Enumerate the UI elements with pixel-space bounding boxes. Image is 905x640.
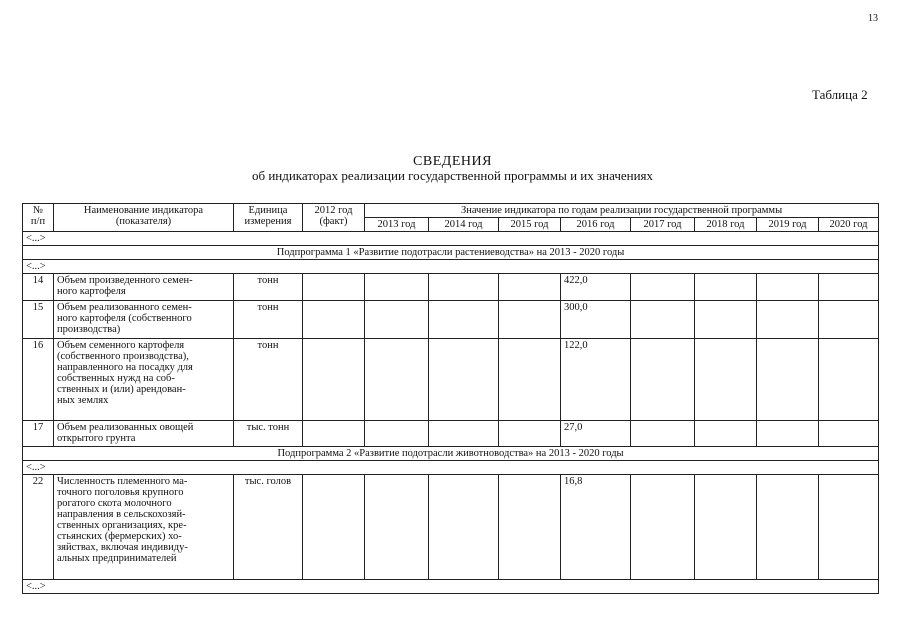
table-row [23, 301, 879, 339]
header-year: 2013 год [365, 218, 429, 232]
table-row [23, 339, 879, 421]
row-num: 17 [23, 421, 54, 447]
row-value-fact [303, 475, 365, 580]
row-name: Объем реализованных овощей открытого грунта [54, 421, 234, 447]
row-value [695, 421, 757, 447]
row-value-fact [303, 274, 365, 301]
row-value [757, 339, 819, 421]
table-row [23, 274, 879, 301]
row-value [631, 301, 695, 339]
row-value [757, 301, 819, 339]
row-value [631, 475, 695, 580]
row-name: Численность племенного ма- точного поголовья крупного рогатого скота молочного направления в сельскохозяй- ственных организациях, кре- стьянских (фермерских) хо- зяйствах, включая индивиду- альных предпринимателей [54, 475, 234, 580]
row-name: Объем семенного картофеля (собственного производства), направленного на посадку для собственных нужд на соб- ственных и (или) арендован- ных землях [54, 339, 234, 421]
title-line-2: об индикаторах реализации государственной программы и их значениях [251, 168, 654, 183]
header-year: 2020 год [819, 218, 879, 232]
row-value-fact [303, 421, 365, 447]
subprogram-1-title: Подпрограмма 1 «Развитие подотрасли растениеводства» на 2013 - 2020 годы [23, 246, 879, 260]
header-name: Наименование индикатора (показателя) [54, 204, 234, 232]
row-value [695, 475, 757, 580]
row-value [365, 301, 429, 339]
row-value [499, 421, 561, 447]
row-value-fact [303, 301, 365, 339]
row-value [499, 339, 561, 421]
row-value [631, 274, 695, 301]
title-line-1: СВЕДЕНИЯ [413, 154, 492, 169]
header-fact: 2012 год (факт) [303, 204, 365, 232]
subprogram-row [23, 246, 879, 260]
row-unit: тонн [234, 274, 303, 301]
row-value [757, 274, 819, 301]
table-row [23, 421, 879, 447]
row-value: 422,0 [561, 274, 631, 301]
row-value [631, 339, 695, 421]
row-unit: тонн [234, 339, 303, 421]
row-value [365, 421, 429, 447]
row-value [365, 339, 429, 421]
row-value [429, 421, 499, 447]
row-unit: тыс. голов [234, 475, 303, 580]
header-year: 2015 год [499, 218, 561, 232]
header-values-group: Значение индикатора по годам реализации государственной программы [365, 204, 879, 218]
row-value: 27,0 [561, 421, 631, 447]
header-year: 2018 год [695, 218, 757, 232]
header-num: № п/п [23, 204, 54, 232]
row-unit: тыс. тонн [234, 421, 303, 447]
row-value [695, 301, 757, 339]
row-num: 15 [23, 301, 54, 339]
row-value [365, 274, 429, 301]
header-year: 2019 год [757, 218, 819, 232]
row-value [365, 475, 429, 580]
row-value [631, 421, 695, 447]
header-row-1 [23, 204, 879, 218]
omitted-rows [23, 580, 879, 594]
row-num: 22 [23, 475, 54, 580]
row-value [819, 274, 879, 301]
row-value [757, 421, 819, 447]
row-value [499, 301, 561, 339]
row-value [429, 339, 499, 421]
row-value [429, 301, 499, 339]
row-value [499, 475, 561, 580]
row-value [819, 339, 879, 421]
row-num: 14 [23, 274, 54, 301]
row-value [819, 421, 879, 447]
ellipsis-cell: <...> [23, 580, 879, 594]
row-name: Объем произведенного семен- ного картофеля [54, 274, 234, 301]
subprogram-row [23, 447, 879, 461]
row-value [819, 475, 879, 580]
row-value [695, 339, 757, 421]
row-value [429, 274, 499, 301]
document-title [0, 155, 905, 183]
table-row [23, 475, 879, 580]
header-year: 2016 год [561, 218, 631, 232]
row-num: 16 [23, 339, 54, 421]
page-number: 13 [868, 13, 878, 24]
omitted-rows [23, 232, 879, 246]
row-value [499, 274, 561, 301]
omitted-rows [23, 461, 879, 475]
row-value [757, 475, 819, 580]
ellipsis-cell: <...> [23, 461, 879, 475]
table-label: Таблица 2 [812, 87, 868, 102]
row-value [429, 475, 499, 580]
row-value: 16,8 [561, 475, 631, 580]
omitted-rows [23, 260, 879, 274]
header-year: 2014 год [429, 218, 499, 232]
row-value: 300,0 [561, 301, 631, 339]
row-name: Объем реализованного семен- ного картофеля (собственного производства) [54, 301, 234, 339]
ellipsis-cell: <...> [23, 260, 879, 274]
subprogram-2-title: Подпрограмма 2 «Развитие подотрасли животноводства» на 2013 - 2020 годы [23, 447, 879, 461]
ellipsis-cell: <...> [23, 232, 879, 246]
header-year: 2017 год [631, 218, 695, 232]
indicators-table [22, 203, 879, 594]
row-value [695, 274, 757, 301]
row-unit: тонн [234, 301, 303, 339]
row-value [819, 301, 879, 339]
row-value-fact [303, 339, 365, 421]
header-unit: Единица измерения [234, 204, 303, 232]
row-value: 122,0 [561, 339, 631, 421]
